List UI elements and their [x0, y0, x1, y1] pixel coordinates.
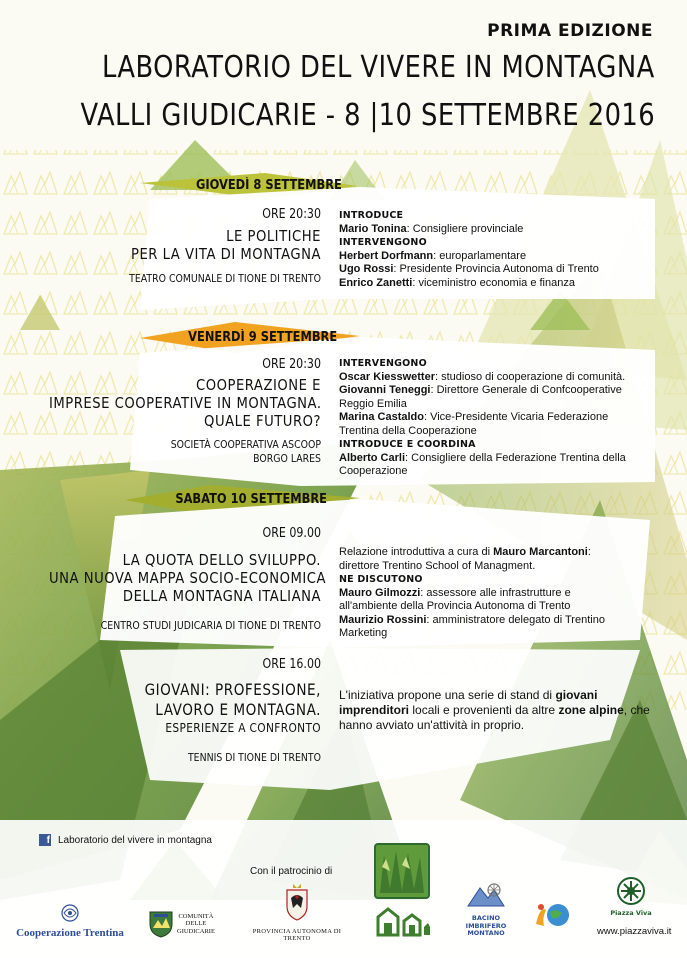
mountain-wheel-icon: [466, 880, 506, 910]
piazza-viva-logo[interactable]: [616, 876, 646, 911]
speaker: Marina Castaldo: Vice-Presidente Vicaria Federazione: [339, 411, 609, 423]
event-title: [49, 376, 321, 430]
edition-label: PRIMA EDIZIONE: [487, 21, 653, 41]
piazza-viva-text: Piazza Viva: [610, 909, 652, 917]
facebook-text: Laboratorio del vivere in montagna: [58, 834, 212, 846]
event-title-line: UNA NUOVA MAPPA SOCIO-ECONOMICA: [49, 569, 327, 587]
event-title-line: IMPRESE COOPERATIVE IN MONTAGNA.: [49, 394, 322, 412]
speaker-continued: all'ambiente della Provincia Autonoma di Trento: [339, 600, 571, 612]
event-1-speakers: [339, 209, 659, 290]
info-label: INTRODUCE E COORDINA: [339, 439, 476, 450]
speaker: Ugo Rossi: Presidente Provincia Autonoma di Trento: [339, 263, 599, 275]
event-time: ORE 20:30: [262, 207, 321, 222]
vivere-montagna-logo[interactable]: [372, 841, 432, 944]
event-title-line: COOPERAZIONE E: [196, 376, 321, 394]
event-title-line: DELLA MONTAGNA ITALIANA: [122, 587, 321, 605]
event-title-line: LE POLITICHE: [226, 227, 321, 245]
speaker: Oscar Kiesswetter: studioso di cooperazione di comunità.: [339, 370, 626, 383]
venue-line: SOCIETÀ COOPERATIVA ASCOOP: [170, 438, 321, 451]
speaker: Relazione introduttiva a cura di Mauro Marcantoni:: [339, 546, 591, 558]
piazza-viva-icon: [616, 876, 646, 906]
event-title-line: QUALE FUTURO?: [204, 412, 321, 430]
facebook-icon: f: [39, 834, 51, 846]
provincia-text: PROVINCIA AUTONOMA DI TRENTO: [252, 928, 342, 942]
speaker-continued: direttore Trentino School of Managment.: [339, 559, 536, 572]
day-label-thursday: GIOVEDÌ 8 SETTEMBRE: [195, 178, 342, 193]
speaker: Enrico Zanetti: viceministro economia e finanza: [339, 276, 575, 289]
provincia-trento-logo[interactable]: [244, 882, 350, 942]
speaker-continued: Reggio Emilia: [339, 397, 407, 410]
partner-logo[interactable]: [532, 900, 572, 935]
speaker: Mario Tonina: Consigliere provinciale: [339, 222, 524, 235]
event-title-line: LAVORO E MONTAGNA.: [155, 700, 321, 719]
event-title-line: PER LA VITA DI MONTAGNA: [130, 245, 321, 263]
website-link[interactable]: www.piazzaviva.it: [597, 926, 672, 937]
page-title: LABORATORIO DEL VIVERE IN MONTAGNA: [102, 50, 655, 85]
speaker: Herbert Dorfmann: europarlamentare: [339, 249, 527, 262]
event-2: [49, 357, 321, 466]
bim-logo[interactable]: [455, 880, 517, 938]
facebook-link[interactable]: [39, 834, 212, 846]
bim-text: BACINO IMBRIFERO MONTANO: [465, 914, 507, 937]
info-label: INTERVENGONO: [339, 358, 427, 369]
venue-line: BORGO LARES: [253, 452, 321, 465]
event-1: [66, 207, 321, 286]
cooperazione-trentina-logo[interactable]: [12, 903, 128, 939]
globe-figure-icon: [532, 900, 572, 930]
speaker: Alberto Carli: Consigliere della Federazione Trentina della: [339, 451, 626, 464]
forest-house-icon: [372, 841, 432, 939]
speaker-continued: Marketing: [339, 627, 388, 639]
event-time: ORE 20:30: [262, 357, 321, 372]
event-title: [49, 551, 327, 605]
speaker: Giovanni Teneggi: Direttore Generale di Confcooperative: [339, 384, 622, 396]
event-venue: CENTRO STUDI JUDICARIA DI TIONE DI TRENTO: [100, 619, 321, 632]
cooperazione-text: Cooperazione Trentina: [16, 927, 124, 939]
speaker: Maurizio Rossini: amministratore delegato di Trentino: [339, 613, 605, 626]
event-venue: TEATRO COMUNALE DI TIONE DI TRENTO: [129, 272, 321, 285]
cooperazione-icon: [58, 903, 82, 923]
day-label-friday: VENERDÌ 9 SETTEMBRE: [188, 330, 338, 345]
event-title-line: GIOVANI: PROFESSIONE,: [144, 680, 321, 699]
shield-icon: [148, 910, 174, 938]
speaker: Mauro Gilmozzi: assessore alle infrastrutture e: [339, 586, 571, 599]
info-label: INTRODUCE: [339, 210, 404, 221]
page-subtitle: VALLI GIUDICARIE - 8 |10 SETTEMBRE 2016: [80, 98, 655, 133]
event-2-speakers: [339, 357, 664, 479]
day-label-saturday: SABATO 10 SETTEMBRE: [175, 492, 328, 507]
event-3-speakers: [339, 546, 664, 641]
comunita-giudicarie-logo[interactable]: [148, 910, 215, 938]
speaker-continued: Cooperazione: [339, 465, 408, 477]
event-title: [49, 680, 321, 720]
event-4-description: L'iniziativa propone una serie di stand di giovani imprenditori locali e provenienti da altre zone alpine, che hanno avviato un'attività in proprio.: [339, 688, 650, 732]
event-3: [49, 526, 327, 633]
info-label: NE DISCUTONO: [339, 574, 423, 585]
event-venue: TENNIS DI TIONE DI TRENTO: [187, 751, 321, 764]
speaker-continued: Trentina della Cooperazione: [339, 424, 477, 437]
event-time: ORE 16.00: [262, 657, 321, 672]
info-label: INTERVENGONO: [339, 237, 427, 248]
eagle-crest-icon: [285, 882, 309, 922]
event-4: [49, 657, 321, 765]
event-venue: [49, 438, 321, 466]
event-title: [66, 227, 321, 263]
patronage-label: Con il patrocinio di: [250, 866, 333, 877]
event-subtitle: ESPERIENZE A CONFRONTO: [165, 720, 321, 735]
event-time: ORE 09.00: [262, 526, 321, 541]
comunita-text: COMUNITÀ DELLE GIUDICARIE: [177, 912, 215, 935]
event-title-line: LA QUOTA DELLO SVILUPPO.: [122, 551, 321, 569]
